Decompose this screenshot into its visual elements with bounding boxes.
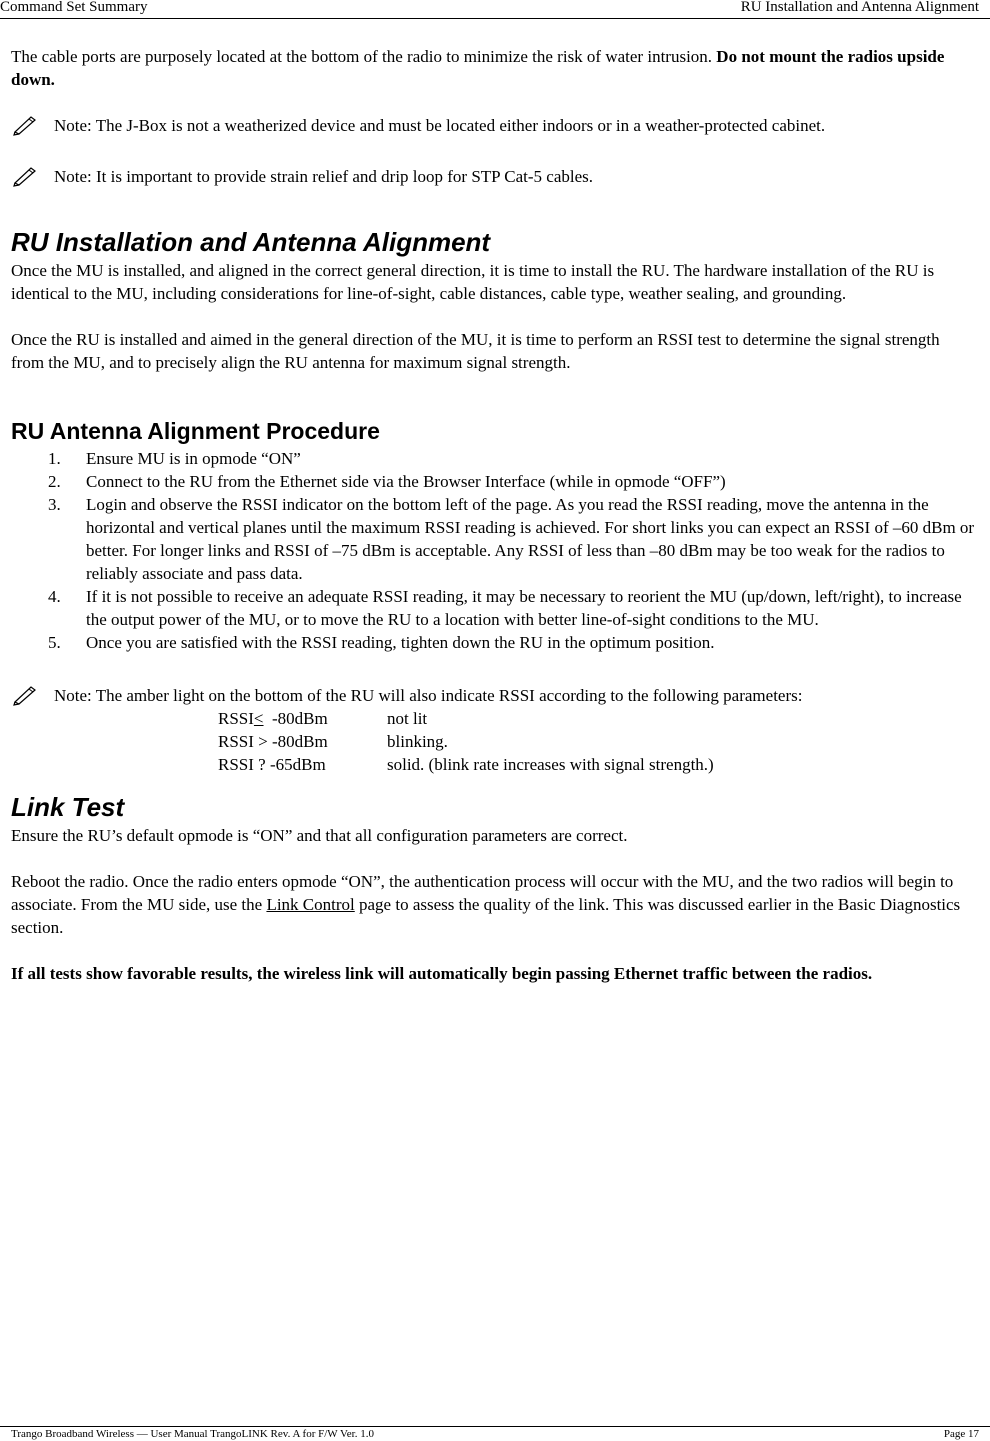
rssi-threshold: -80dBm xyxy=(263,709,328,728)
link-control-link[interactable]: Link Control xyxy=(266,895,355,914)
rssi-condition: RSSI > -80dBm xyxy=(218,732,328,751)
pen-icon xyxy=(11,112,39,136)
note-jbox xyxy=(11,114,976,137)
footer-manual-title: Trango Broadband Wireless — User Manual TrangoLINK Rev. A for F/W Ver. 1.0 xyxy=(11,1428,374,1440)
install-paragraph-2: Once the RU is installed and aimed in the general direction of the MU, it is time to perform an RSSI test to determine the signal strength from the MU, and to precisely align the RU antenna for maximum signal strength. xyxy=(11,330,940,372)
rssi-operator: < xyxy=(253,709,264,728)
footer-page-number: Page 17 xyxy=(943,1428,979,1440)
page-content xyxy=(11,45,976,985)
rssi-state: blinking. xyxy=(387,732,448,751)
section-title-link-test: Link Test xyxy=(11,792,125,822)
rssi-row xyxy=(218,730,976,753)
link-test-paragraph-1: Ensure the RU’s default opmode is “ON” and that all configuration parameters are correct. xyxy=(11,826,628,845)
pen-icon xyxy=(11,682,39,706)
procedure-step xyxy=(11,447,976,470)
install-paragraph-1: Once the MU is installed, and aligned in the correct general direction, it is time to install the RU. The hardware installation of the RU is identical to the MU, including considerations for line-of-sight, cable distances, cable type, weather sealing, and grounding. xyxy=(11,261,935,303)
link-test-text-b: page to assess the quality of the link. This was discussed earlier in the Basic Diagnostics section. xyxy=(11,895,961,937)
page-header xyxy=(0,0,990,19)
rssi-row xyxy=(218,707,976,730)
link-test-text-a: Reboot the radio. Once the radio enters opmode “ON”, the authentication process will occur with the MU, and the two radios will begin to associate. From the MU side, use the xyxy=(11,872,954,914)
link-test-conclusion-text: If all tests show favorable results, the wireless link will automatically begin passing Ethernet traffic between the radios. xyxy=(11,964,873,983)
step-number: 4. xyxy=(48,587,61,606)
procedure-step xyxy=(11,585,976,631)
section-title-alignment-procedure: RU Antenna Alignment Procedure xyxy=(11,418,380,444)
note-strain-text: Note: It is important to provide strain relief and drip loop for STP Cat-5 cables. xyxy=(54,167,594,186)
step-text: Ensure MU is in opmode “ON” xyxy=(86,449,301,468)
step-text: If it is not possible to receive an adequate RSSI reading, it may be necessary to reorient the MU (up/down, left/right), to increase the output power of the MU, or to move the RU to a location with better line-of-sight conditions to the MU. xyxy=(86,587,962,629)
procedure-step xyxy=(11,493,976,585)
note-amber-text: Note: The amber light on the bottom of the RU will also indicate RSSI according to the following parameters: xyxy=(54,686,803,705)
note-jbox-text: Note: The J-Box is not a weatherized device and must be located either indoors or in a weather-protected cabinet. xyxy=(54,116,826,135)
step-text: Once you are satisfied with the RSSI reading, tighten down the RU in the optimum position. xyxy=(86,633,715,652)
link-test-paragraph-2 xyxy=(11,870,976,939)
note-strain-relief xyxy=(11,165,976,188)
pen-icon xyxy=(11,163,39,187)
step-number: 5. xyxy=(48,633,61,652)
header-left-title: Command Set Summary xyxy=(0,0,148,15)
intro-warning: Do not mount the radios upside down. xyxy=(11,47,945,89)
rssi-row xyxy=(218,753,976,776)
rssi-state: not lit xyxy=(387,709,428,728)
section-title-ru-installation: RU Installation and Antenna Alignment xyxy=(11,227,491,257)
rssi-label: RSSI xyxy=(218,709,254,728)
procedure-step xyxy=(11,631,976,654)
rssi-parameter-table xyxy=(218,707,976,776)
step-number: 1. xyxy=(48,449,61,468)
rssi-state: solid. (blink rate increases with signal strength.) xyxy=(387,755,714,774)
intro-paragraph xyxy=(11,45,976,91)
note-amber-light xyxy=(11,684,976,707)
procedure-step xyxy=(11,470,976,493)
link-test-conclusion xyxy=(11,962,976,985)
rssi-condition: RSSI ? -65dBm xyxy=(218,755,326,774)
step-text: Connect to the RU from the Ethernet side via the Browser Interface (while in opmode “OFF”) xyxy=(86,472,726,491)
page-footer xyxy=(0,1426,990,1441)
intro-text: The cable ports are purposely located at the bottom of the radio to minimize the risk of water intrusion. xyxy=(11,47,717,66)
step-number: 3. xyxy=(48,495,61,514)
rssi-condition xyxy=(218,707,387,730)
step-text: Login and observe the RSSI indicator on the bottom left of the page. As you read the RSSI reading, move the antenna in the horizontal and vertical planes until the maximum RSSI reading is achieved. For short links you can expect an RSSI of –60 dBm or better. For longer links and RSSI of –75 dBm is acceptable. Any RSSI of less than –80 dBm may be too weak for the radios to reliably associate and pass data. xyxy=(86,495,975,583)
procedure-steps xyxy=(11,447,976,654)
step-number: 2. xyxy=(48,472,61,491)
header-right-title: RU Installation and Antenna Alignment xyxy=(740,0,979,15)
